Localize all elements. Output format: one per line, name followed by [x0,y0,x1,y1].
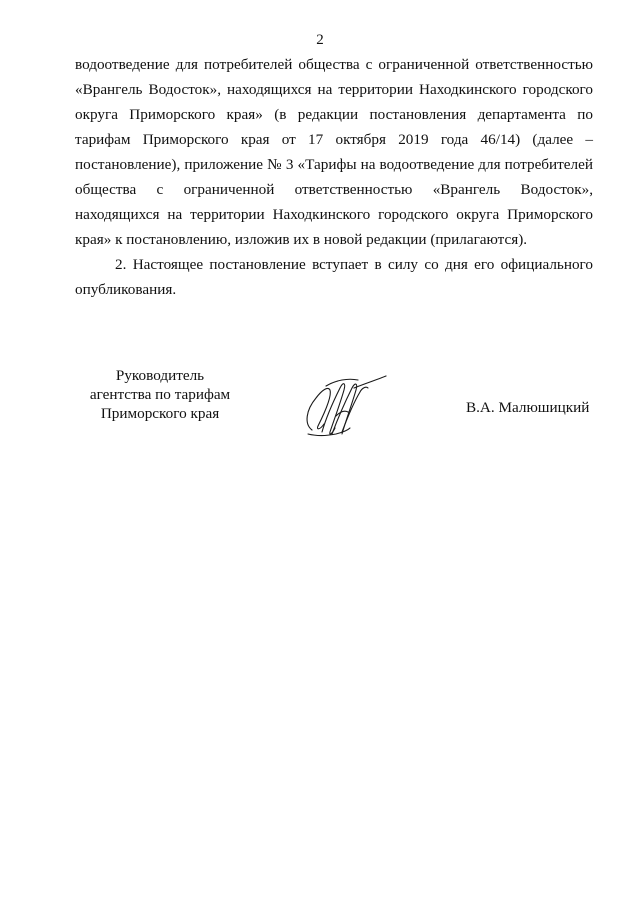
signatory-position-line: Приморского края [100,405,220,422]
paragraph-1-line: «Врангель Водосток», находящихся на территории Находкинского городского [75,81,593,98]
paragraph-1-line: края» к постановлению, изложив их в новой редакции (прилагаются). [75,231,528,248]
paragraph-1-line: округа Приморского края» (в редакции постановления департамента по [75,106,593,123]
paragraph-1-line: тарифам Приморского края от 17 октября 2019 года 46/14) (далее – [75,131,593,148]
paragraph-2-line: 2. Настоящее постановление вступает в силу со дня его официального [115,256,593,273]
handwritten-signature [296,372,396,442]
signatory-position-line: Руководитель [115,367,205,384]
paragraph-1-line: находящихся на территории Находкинского городского округа Приморского [75,206,593,223]
document-body [75,52,593,302]
paragraph-1-line: постановление), приложение № 3 «Тарифы на водоотведение для потребителей [75,156,593,173]
signatory-position [80,366,240,423]
paragraph-1-line: общества с ограниченной ответственностью «Врангель Водосток», [75,181,593,198]
paragraph-2-line: опубликования. [75,281,177,298]
signatory-position-line: агентства по тарифам [89,386,231,403]
page-number: 2 [316,32,324,48]
paragraph-1-line: водоотведение для потребителей общества с ограниченной ответственностью [75,56,593,73]
signatory-name: В.А. Малюшицкий [466,399,590,416]
